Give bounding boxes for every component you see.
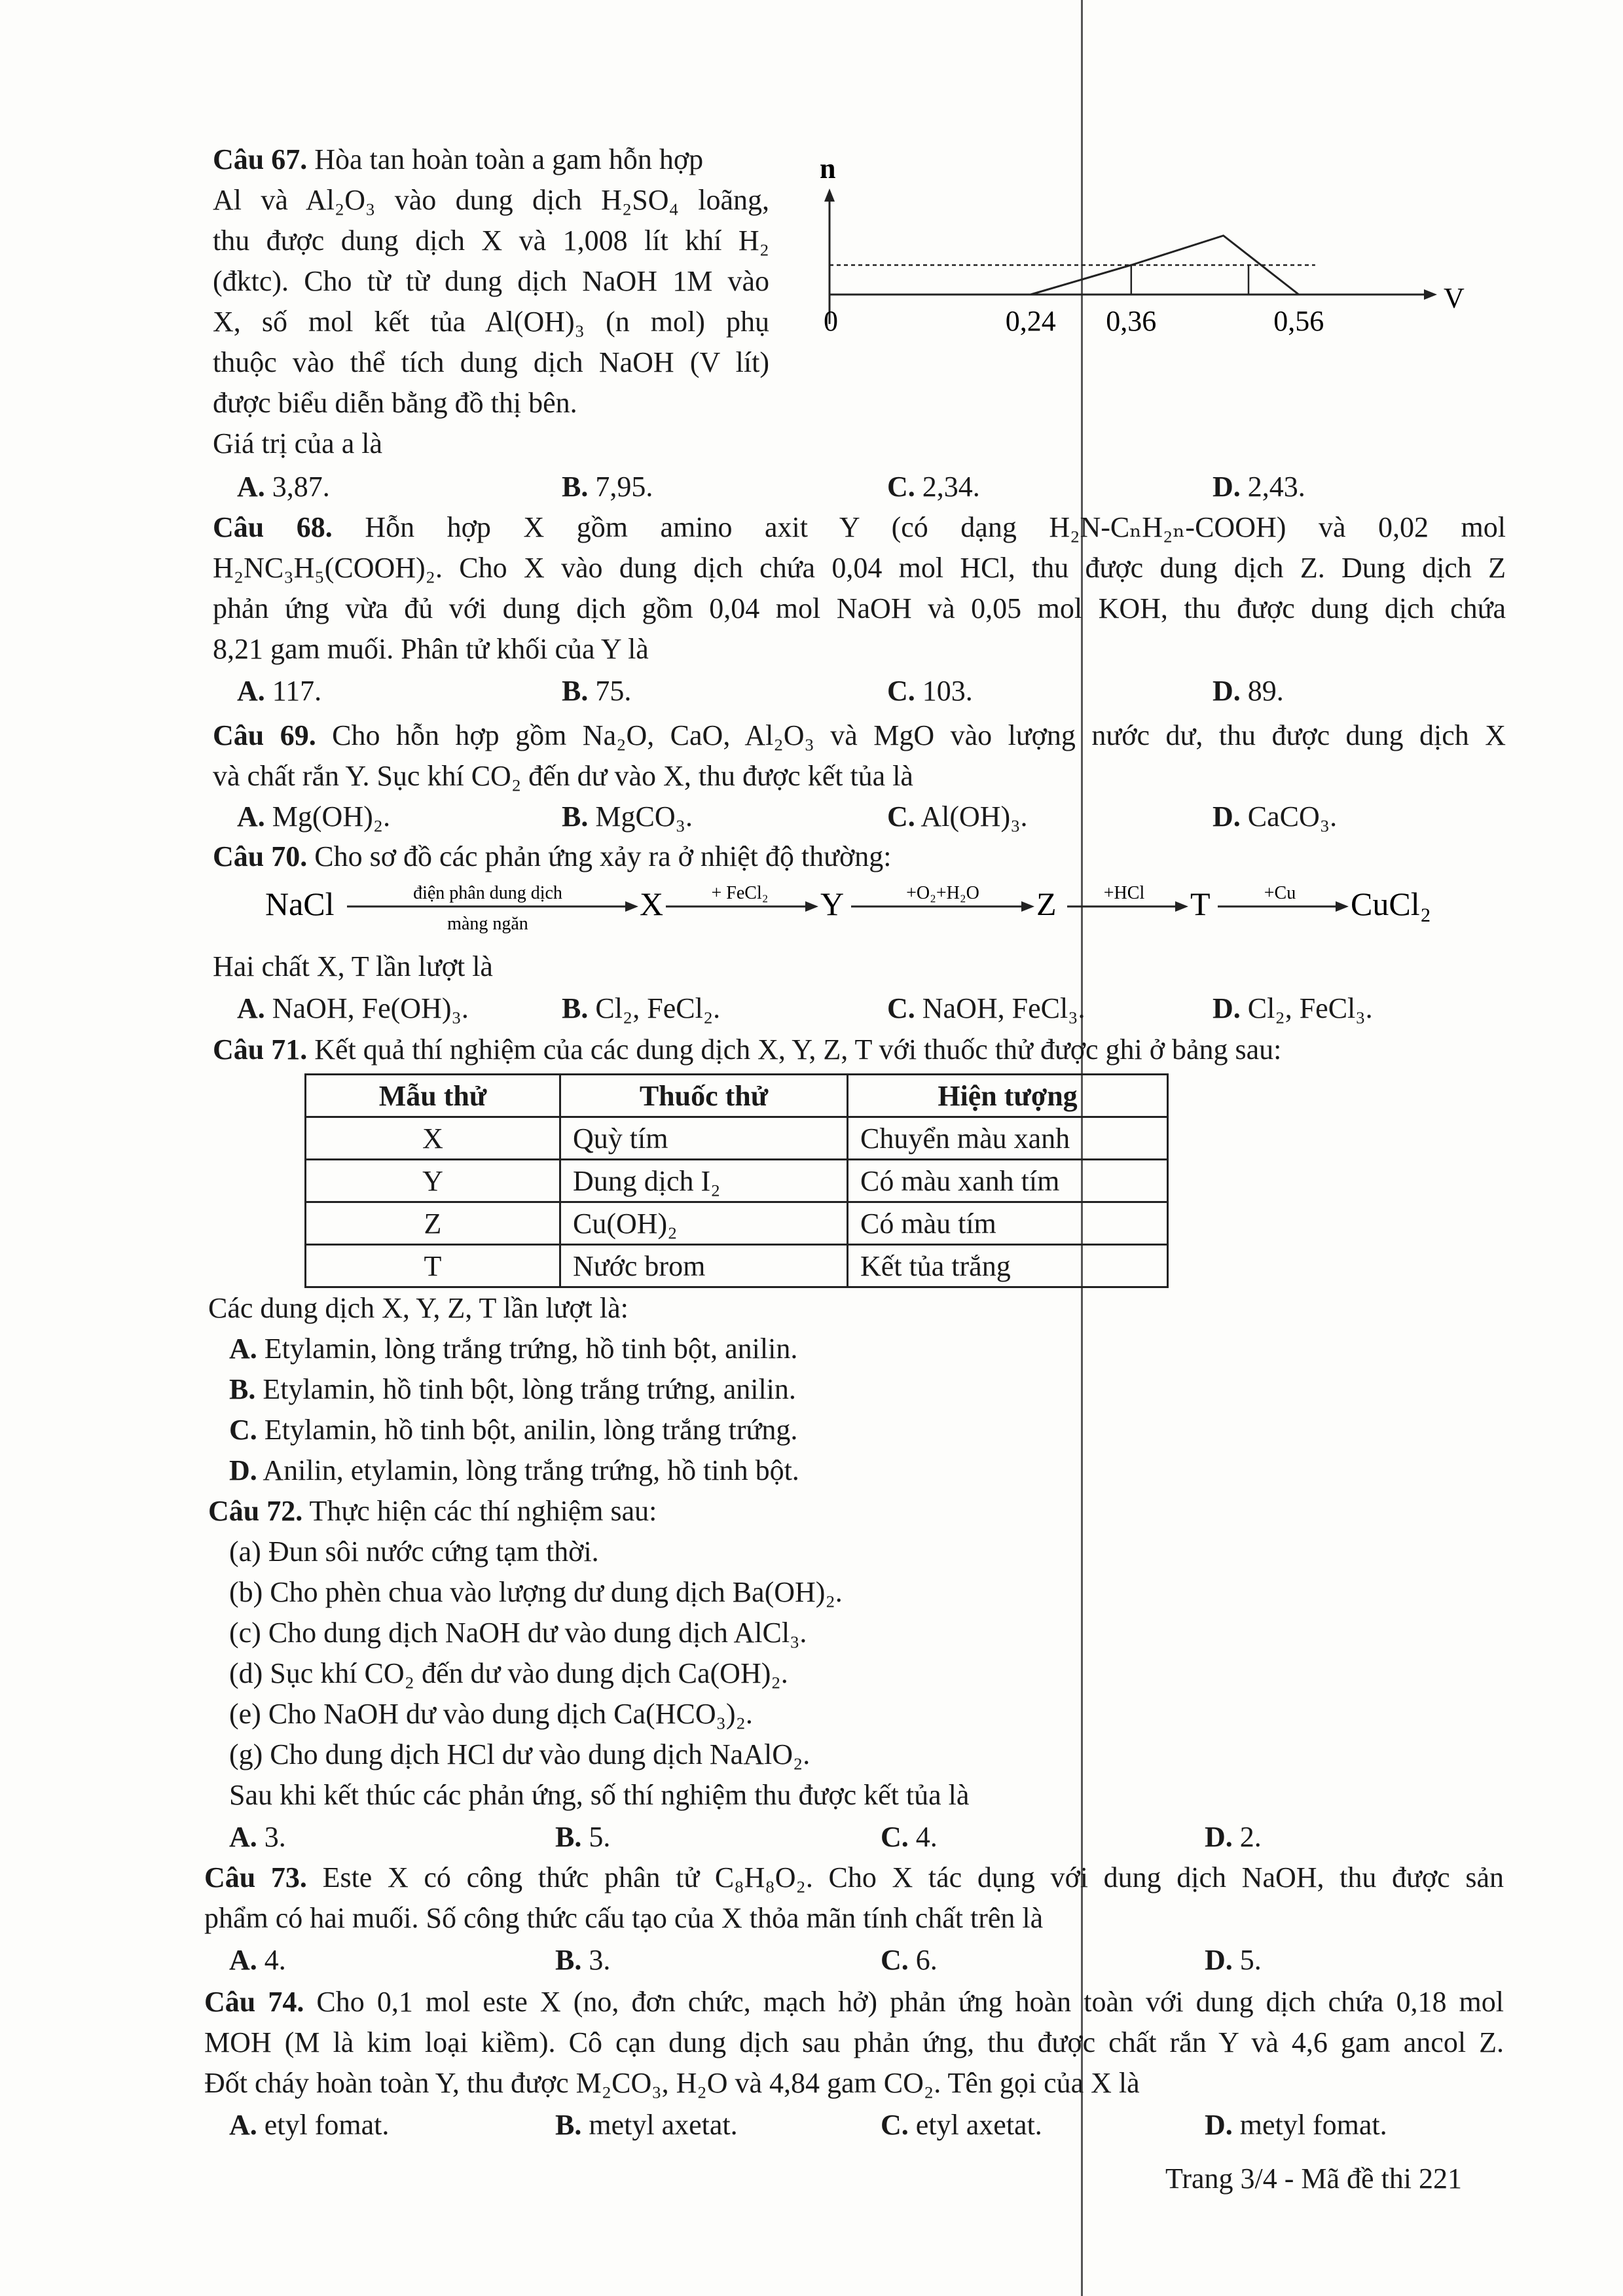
header-sample: Mẫu thử: [306, 1075, 560, 1117]
option-b[interactable]: B. 5.: [555, 1821, 611, 1853]
cell-phenomenon: Có màu xanh tím: [848, 1160, 1168, 1202]
experiment-item: (g) Cho dung dịch HCl dư vào dung dịch NaAlO₂.: [229, 1738, 811, 1770]
option-a[interactable]: A. Etylamin, lòng trắng trứng, hồ tinh bột, anilin.: [229, 1333, 798, 1365]
origin-label: 0: [824, 305, 838, 337]
y-axis-label: n: [820, 152, 836, 185]
question-text: MOH (M là kim loại kiềm). Cô cạn dung dịch sau phản ứng, thu được chất rắn Y và 4,6 gam ancol Z.: [204, 2026, 1504, 2058]
question-number: Câu 68.: [213, 511, 333, 543]
cell-sample: Z: [306, 1202, 560, 1245]
experiment-item: (a) Đun sôi nước cứng tạm thời.: [229, 1535, 599, 1568]
results-table: [304, 1073, 1169, 1288]
option-c[interactable]: C. 2,34.: [887, 471, 980, 503]
option-a[interactable]: A. etyl fomat.: [229, 2109, 390, 2141]
question-text: phẩm có hai muối. Số công thức cấu tạo của X thỏa mãn tính chất trên là: [204, 1902, 1044, 1934]
option-b[interactable]: B. MgCO₃.: [562, 800, 693, 833]
arrow2-label: + FeCl₂: [711, 883, 769, 903]
experiment-item: (c) Cho dung dịch NaOH dư vào dung dịch AlCl₃.: [229, 1617, 807, 1649]
question-text: Cho 0,1 mol este X (no, đơn chức, mạch hở) phản ứng hoàn toàn với dung dịch chứa 0,18 mol: [316, 1986, 1504, 2018]
question-text: Đốt cháy hoàn toàn Y, thu được M₂CO₃, H₂O và 4,84 gam CO₂. Tên gọi của X là: [204, 2067, 1140, 2099]
scheme-cucl2: CuCl₂: [1351, 886, 1432, 922]
question-number: Câu 71.: [213, 1033, 308, 1066]
header-phenomenon: Hiện tượng: [848, 1075, 1168, 1117]
x-tick-label: 0,56: [1273, 305, 1324, 337]
option-c[interactable]: C. 103.: [887, 675, 973, 707]
question-text: thu được dung dịch X và 1,008 lít khí H₂: [213, 224, 769, 257]
y-axis-arrow: [824, 188, 835, 202]
cell-phenomenon: Kết tủa trắng: [848, 1245, 1168, 1287]
option-c[interactable]: C. 6.: [881, 1944, 938, 1976]
arrow5-label: +Cu: [1264, 883, 1296, 903]
cell-phenomenon: Chuyển màu xanh: [848, 1117, 1168, 1160]
question-text: và chất rắn Y. Sục khí CO₂ đến dư vào X, thu được kết tủa là: [213, 760, 913, 792]
question-text: (đktc). Cho từ từ dung dịch NaOH 1M vào: [213, 265, 769, 297]
question-text: Hòa tan hoàn toàn a gam hỗn hợp: [314, 143, 704, 175]
option-d[interactable]: D. Cl₂, FeCl₃.: [1213, 992, 1373, 1024]
table-header-row: [306, 1075, 1168, 1117]
option-b[interactable]: B. 3.: [555, 1944, 611, 1976]
question-text: Sau khi kết thúc các phản ứng, số thí nghiệm thu được kết tủa là: [229, 1779, 970, 1811]
question-text: Este X có công thức phân tử C₈H₈O₂. Cho X tác dụng với dung dịch NaOH, thu được sản: [322, 1861, 1504, 1893]
option-d[interactable]: D. 2.: [1205, 1821, 1262, 1853]
question-text: được biểu diễn bằng đồ thị bên.: [213, 387, 577, 419]
x-tick-label: 0,24: [1005, 305, 1056, 337]
option-a[interactable]: A. Mg(OH)₂.: [237, 800, 391, 833]
option-c[interactable]: C. NaOH, FeCl₃.: [887, 992, 1085, 1024]
scheme-z: Z: [1036, 886, 1057, 922]
option-a[interactable]: A. 3.: [229, 1821, 286, 1853]
option-c[interactable]: C. Etylamin, hồ tinh bột, anilin, lòng trắng trứng.: [229, 1414, 798, 1446]
table-row: [306, 1117, 1168, 1160]
option-b[interactable]: B. 7,95.: [562, 471, 653, 503]
option-b[interactable]: B. 75.: [562, 675, 632, 707]
option-b[interactable]: B. Etylamin, hồ tinh bột, lòng trắng trứng, anilin.: [229, 1373, 796, 1405]
question-text: H₂NC₃H₅(COOH)₂. Cho X vào dung dịch chứa 0,04 mol HCl, thu được dung dịch Z. Dung dịch Z: [213, 552, 1506, 584]
arrow1-bottom: màng ngăn: [447, 914, 528, 934]
cell-sample: T: [306, 1245, 560, 1287]
question-text: thuộc vào thể tích dung dịch NaOH (V lít): [213, 346, 769, 378]
question-text: Kết quả thí nghiệm của các dung dịch X, Y, Z, T với thuốc thử được ghi ở bảng sau:: [314, 1033, 1282, 1066]
table-row: [306, 1202, 1168, 1245]
question-number: Câu 70.: [213, 840, 308, 872]
cell-sample: X: [306, 1117, 560, 1160]
arrow3-label: +O₂+H₂O: [906, 883, 979, 903]
reaction-scheme: [265, 877, 1509, 936]
option-d[interactable]: D. CaCO₃.: [1213, 800, 1338, 833]
question-number: Câu 67.: [213, 143, 308, 175]
scheme-x: X: [640, 886, 664, 922]
option-d[interactable]: D. Anilin, etylamin, lòng trắng trứng, hồ tinh bột.: [229, 1454, 799, 1486]
option-d[interactable]: D. 2,43.: [1213, 471, 1305, 503]
question-text: 8,21 gam muối. Phân tử khối của Y là: [213, 633, 649, 665]
cell-reagent: Dung dịch I₂: [560, 1160, 848, 1202]
option-d[interactable]: D. 5.: [1205, 1944, 1262, 1976]
question-text: Các dung dịch X, Y, Z, T lần lượt là:: [208, 1292, 629, 1324]
option-c[interactable]: C. Al(OH)₃.: [887, 800, 1028, 833]
scheme-y: Y: [820, 886, 845, 922]
table-row: [306, 1245, 1168, 1287]
question-number: Câu 73.: [204, 1861, 307, 1893]
question-number: Câu 69.: [213, 719, 316, 751]
arrow1-top: điện phân dung dịch: [413, 883, 562, 903]
question-text: Hai chất X, T lần lượt là: [213, 950, 493, 982]
question-text: Cho sơ đồ các phản ứng xảy ra ở nhiệt độ thường:: [314, 840, 892, 872]
option-b[interactable]: B. metyl axetat.: [555, 2109, 738, 2141]
question-text: Cho hỗn hợp gồm Na₂O, CaO, Al₂O₃ và MgO vào lượng nước dư, thu được dung dịch X: [332, 719, 1506, 751]
question-text: X, số mol kết tủa Al(OH)₃ (n mol) phụ: [213, 306, 769, 338]
question-number: Câu 72.: [208, 1495, 303, 1527]
experiment-item: (e) Cho NaOH dư vào dung dịch Ca(HCO₃)₂.: [229, 1698, 753, 1730]
x-tick-label: 0,36: [1106, 305, 1157, 337]
table-row: [306, 1160, 1168, 1202]
option-c[interactable]: C. etyl axetat.: [881, 2109, 1042, 2141]
question-text: Al và Al₂O₃ vào dung dịch H₂SO₄ loãng,: [213, 184, 769, 216]
question-text: Thực hiện các thí nghiệm sau:: [309, 1495, 657, 1527]
cell-sample: Y: [306, 1160, 560, 1202]
question-text: phản ứng vừa đủ với dung dịch gồm 0,04 mol NaOH và 0,05 mol KOH, thu được dung dịch chứa: [213, 592, 1506, 624]
question-number: Câu 74.: [204, 1986, 304, 2018]
experiment-item: (d) Sục khí CO₂ đến dư vào dung dịch Ca(OH)₂.: [229, 1657, 788, 1689]
x-axis-arrow: [1424, 289, 1437, 300]
option-a[interactable]: A. NaOH, Fe(OH)₃.: [237, 992, 469, 1024]
option-d[interactable]: D. 89.: [1213, 675, 1284, 707]
cell-reagent: Quỳ tím: [560, 1117, 848, 1160]
x-axis-label: V: [1444, 282, 1465, 314]
scheme-t: T: [1190, 886, 1211, 922]
precipitate-graph: [805, 144, 1512, 360]
option-a[interactable]: A. 3,87.: [237, 471, 330, 503]
cell-reagent: Cu(OH)₂: [560, 1202, 848, 1245]
scheme-nacl: NaCl: [265, 886, 335, 922]
question-text: Giá trị của a là: [213, 427, 382, 459]
header-reagent: Thuốc thử: [560, 1075, 848, 1117]
arrow4-label: +HCl: [1103, 883, 1145, 903]
cell-phenomenon: Có màu tím: [848, 1202, 1168, 1245]
question-text: Hỗn hợp X gồm amino axit Y (có dạng H₂N-CₙH₂ₙ-COOH) và 0,02 mol: [365, 511, 1506, 543]
option-c[interactable]: C. 4.: [881, 1821, 938, 1853]
option-a[interactable]: A. 4.: [229, 1944, 286, 1976]
page-footer: Trang 3/4 - Mã đề thi 221: [1165, 2162, 1463, 2195]
option-a[interactable]: A. 117.: [237, 675, 322, 707]
option-d[interactable]: D. metyl fomat.: [1205, 2109, 1387, 2141]
option-b[interactable]: B. Cl₂, FeCl₂.: [562, 992, 721, 1024]
cell-reagent: Nước brom: [560, 1245, 848, 1287]
experiment-item: (b) Cho phèn chua vào lượng dư dung dịch Ba(OH)₂.: [229, 1576, 843, 1608]
